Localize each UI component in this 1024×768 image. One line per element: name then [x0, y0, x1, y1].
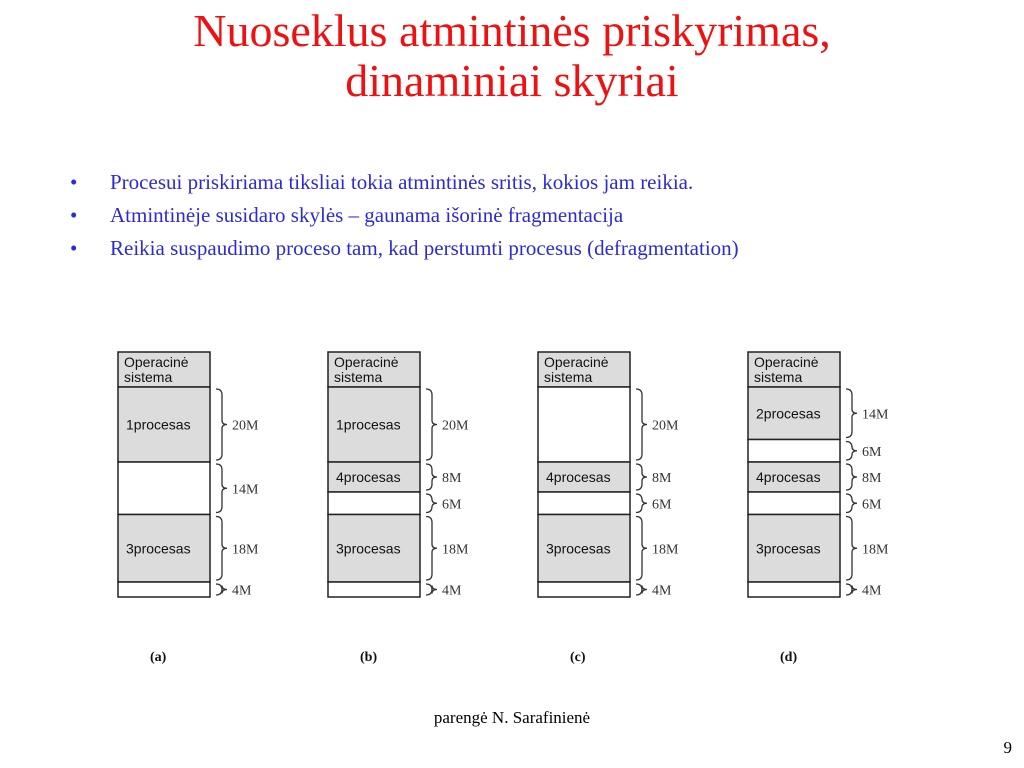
free-block [538, 582, 672, 599]
os-block [328, 352, 420, 387]
size-label: 6M [652, 497, 672, 513]
size-brace [636, 389, 647, 460]
size-label: 6M [862, 497, 882, 513]
os-label-line-1: Operacinė [754, 354, 819, 370]
os-block [118, 352, 210, 387]
size-brace [426, 494, 437, 513]
process-block [748, 387, 889, 440]
size-label: 20M [442, 418, 469, 434]
process-block [118, 515, 259, 583]
size-label: 4M [442, 583, 462, 599]
memory-block-rect [328, 582, 420, 597]
process-label: 1procesas [336, 416, 401, 433]
process-label: 4procesas [546, 469, 611, 485]
size-label: 8M [652, 471, 672, 486]
size-label: 14M [862, 407, 889, 423]
size-brace [216, 464, 227, 513]
bullet-list [70, 170, 970, 269]
column-caption: (d) [780, 650, 798, 665]
process-block [748, 462, 882, 492]
size-brace [216, 584, 227, 595]
slide-title-line-1: Nuoseklus atmintinės priskyrimas, [193, 5, 831, 56]
memory-block-rect [538, 492, 630, 515]
free-block [328, 492, 462, 515]
os-block [748, 352, 840, 387]
memory-block-rect [118, 582, 210, 597]
process-label: 2procesas [756, 405, 821, 422]
os-label-line-1: Operacinė [124, 354, 189, 370]
free-block [748, 492, 882, 515]
size-label: 18M [232, 542, 259, 558]
os-label-line-1: Operacinė [334, 354, 399, 370]
bullet-text: Procesui priskiriama tiksliai tokia atmintinės sritis, kokios jam reikia. [110, 170, 694, 194]
size-brace [426, 584, 437, 595]
os-label-line-2: sistema [754, 369, 803, 385]
free-block [118, 582, 252, 599]
size-label: 6M [442, 497, 462, 513]
size-label: 18M [442, 542, 469, 558]
size-label: 18M [862, 542, 889, 558]
process-block [328, 462, 462, 492]
size-brace [846, 389, 857, 438]
size-brace [846, 494, 857, 513]
size-label: 20M [232, 418, 259, 434]
free-block [328, 582, 462, 599]
bullet-text: Reikia suspaudimo proceso tam, kad perstumti procesus (defragmentation) [110, 236, 739, 260]
os-label-line-1: Operacinė [544, 354, 609, 370]
process-block [328, 515, 469, 583]
column-caption: (c) [570, 650, 586, 665]
process-label: 4procesas [756, 469, 821, 485]
size-brace [216, 517, 227, 581]
free-block [538, 387, 679, 462]
process-block [538, 515, 679, 583]
size-label: 18M [652, 542, 679, 558]
process-block [328, 387, 469, 462]
memory-column [748, 352, 889, 665]
size-label: 14M [232, 482, 259, 498]
memory-block-rect [748, 582, 840, 597]
memory-block-rect [748, 492, 840, 515]
bullet-marker: • [70, 236, 78, 260]
slide-title [0, 6, 1024, 106]
size-brace [216, 389, 227, 460]
size-brace [426, 389, 437, 460]
os-label-line-2: sistema [124, 369, 173, 385]
os-label-line-2: sistema [544, 369, 593, 385]
memory-column [538, 352, 679, 665]
size-brace [846, 464, 857, 490]
size-label: 4M [862, 583, 882, 599]
size-brace [846, 517, 857, 581]
column-caption: (b) [360, 650, 378, 665]
process-label: 3procesas [336, 540, 401, 557]
size-brace [426, 464, 437, 490]
memory-allocation-diagram [0, 330, 1024, 675]
size-brace [426, 517, 437, 581]
process-label: 1procesas [126, 416, 191, 433]
memory-column [118, 352, 259, 665]
os-block [538, 352, 630, 387]
process-label: 3procesas [126, 540, 191, 557]
process-label: 4procesas [336, 469, 401, 485]
size-label: 8M [442, 471, 462, 486]
size-label: 4M [652, 583, 672, 599]
bullet-marker: • [70, 203, 78, 227]
bullet-item [70, 170, 970, 195]
size-brace [846, 442, 857, 461]
size-label: 20M [652, 418, 679, 434]
free-block [538, 492, 672, 515]
process-label: 3procesas [546, 540, 611, 557]
bullet-item [70, 203, 970, 228]
free-block [748, 582, 882, 599]
memory-block-rect [328, 492, 420, 515]
size-label: 8M [862, 471, 882, 486]
size-brace [636, 517, 647, 581]
process-block [538, 462, 672, 492]
size-brace [636, 584, 647, 595]
size-label: 4M [232, 583, 252, 599]
size-brace [636, 494, 647, 513]
size-brace [636, 464, 647, 490]
process-block [748, 515, 889, 583]
bullet-item [70, 236, 970, 261]
process-label: 3procesas [756, 540, 821, 557]
memory-block-rect [748, 440, 840, 463]
free-block [118, 462, 259, 515]
memory-block-rect [538, 582, 630, 597]
os-label-line-2: sistema [334, 369, 383, 385]
memory-block-rect [118, 462, 210, 515]
free-block [748, 440, 882, 463]
bullet-marker: • [70, 170, 78, 194]
memory-column [328, 352, 469, 665]
process-block [118, 387, 259, 462]
bullet-text: Atmintinėje susidaro skylės – gaunama išorinė fragmentacija [110, 203, 624, 227]
page-number: 9 [1003, 738, 1012, 757]
slide-title-line-2: dinaminiai skyriai [345, 55, 679, 106]
memory-block-rect [538, 387, 630, 462]
column-caption: (a) [150, 650, 167, 665]
size-label: 6M [862, 444, 882, 460]
size-brace [846, 584, 857, 595]
footer-author: parengė N. Sarafinienė [433, 708, 591, 727]
